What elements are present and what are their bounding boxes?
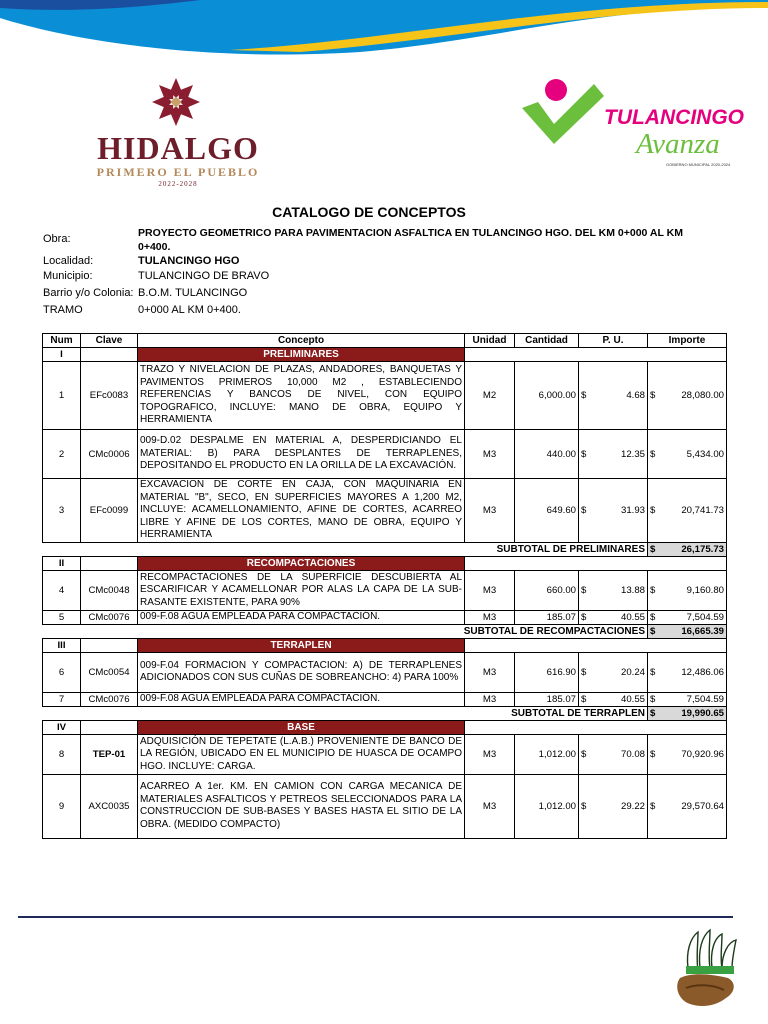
row-importe	[648, 610, 727, 624]
currency-symbol: $	[650, 693, 656, 705]
currency-symbol: $	[650, 800, 656, 812]
row-pu-value: 40.55	[620, 611, 645, 623]
table-body	[43, 348, 727, 839]
tulancingo-logo	[516, 74, 752, 174]
row-importe-value: 70,920.96	[681, 748, 724, 760]
row-concepto: EXCAVACION DE CORTE EN CAJA, CON MAQUINARIA EN MATERIAL "B", SECO, EN SUPERFICIES MAYORES A 1,200 M2, INCLUYE: ACAMELLONAMIENTO, AFINE DE CORTES, ACARREO LIBRE Y AFINE DE LOS CORTES, MANO DE OBRA, EQUIPO Y HERRAMIENTA	[138, 479, 465, 543]
section-title: BASE	[138, 720, 465, 734]
subtotal-value-value: 26,175.73	[681, 543, 724, 555]
row-cantidad: 660.00	[515, 570, 579, 610]
localidad-label: Localidad:	[43, 255, 94, 267]
subtotal-row	[43, 624, 727, 638]
section-header-row	[43, 348, 727, 362]
row-pu	[579, 610, 648, 624]
row-clave: EFc0083	[81, 362, 138, 430]
row-unidad: M3	[465, 734, 515, 774]
row-concepto: 009-F.08 AGUA EMPLEADA PARA COMPACTACIÓN.	[138, 610, 465, 624]
row-cantidad: 185.07	[515, 692, 579, 706]
row-unidad: M3	[465, 430, 515, 479]
row-unidad: M2	[465, 362, 515, 430]
subtotal-label: SUBTOTAL DE PRELIMINARES	[43, 542, 648, 556]
row-pu-value: 70.08	[620, 748, 645, 760]
row-importe-value: 7,504.59	[686, 611, 724, 623]
currency-symbol: $	[650, 390, 656, 401]
row-importe	[648, 570, 727, 610]
section-empty-cell	[465, 720, 727, 734]
row-pu	[579, 430, 648, 479]
subtotal-row	[43, 542, 727, 556]
table-header-row	[43, 334, 727, 348]
row-num: 1	[43, 362, 81, 430]
concepts-table	[42, 333, 727, 839]
currency-symbol: $	[650, 625, 656, 637]
row-cantidad: 185.07	[515, 610, 579, 624]
section-empty-cell	[81, 348, 138, 362]
row-concepto: 009-D.02 DESPALME EN MATERIAL A, DESPERDICIANDO EL MATERIAL: B) PARA DESPLANTES DE TERRAPLENES, DEPOSITANDO EL PRODUCTO EN LA ORILLA DE LA EXCAVACIÓN.	[138, 430, 465, 479]
row-importe-value: 12,486.06	[681, 666, 724, 678]
row-num: 5	[43, 610, 81, 624]
row-clave: CMc0054	[81, 652, 138, 692]
tramo-value: 0+000 AL KM 0+400.	[138, 304, 241, 316]
row-clave: AXC0035	[81, 774, 138, 838]
row-pu-value: 29.22	[620, 800, 645, 812]
row-concepto: 009-F.04 FORMACION Y COMPACTACION: A) DE TERRAPLENES ADICIONADOS CON SUS CUÑAS DE SOBREANCHO: 4) PARA 100%	[138, 652, 465, 692]
row-pu-value: 40.55	[620, 693, 645, 705]
row-clave: CMc0076	[81, 610, 138, 624]
currency-symbol: $	[650, 611, 656, 623]
hidalgo-emblem-icon	[150, 76, 202, 128]
header-cantidad: Cantidad	[515, 334, 579, 348]
table-row	[43, 362, 727, 430]
section-num: III	[43, 638, 81, 652]
row-clave: CMc0048	[81, 570, 138, 610]
table-row	[43, 774, 727, 838]
row-unidad: M3	[465, 479, 515, 543]
row-clave: EFc0099	[81, 479, 138, 543]
row-pu	[579, 774, 648, 838]
row-clave: CMc0006	[81, 430, 138, 479]
row-concepto: RECOMPACTACIONES DE LA SUPERFICIE DESCUBIERTA AL ESCARIFICAR Y ACAMELLONAR POR ALAS LA CAPA DE LA SUB-RASANTE EXISTENTE, PARA 90%	[138, 570, 465, 610]
section-header-row	[43, 638, 727, 652]
table-row	[43, 430, 727, 479]
currency-symbol: $	[581, 611, 587, 623]
row-importe-value: 5,434.00	[686, 448, 724, 460]
section-header-row	[43, 556, 727, 570]
tulancingo-check-icon	[516, 74, 606, 146]
row-pu-value: 20.24	[620, 666, 645, 678]
section-empty-cell	[465, 556, 727, 570]
header-pu: P. U.	[579, 334, 648, 348]
header-importe: Importe	[648, 334, 727, 348]
row-concepto: ADQUISICIÓN DE TEPETATE (L.A.B.) PROVENIENTE DE BANCO DE LA REGIÓN, UBICADO EN EL MUNICIPIO DE HUASCA DE OCAMPO HGO. INCLUYE: CARGA.	[138, 734, 465, 774]
row-clave: CMc0076	[81, 692, 138, 706]
section-num: I	[43, 348, 81, 362]
municipio-label: Municipio:	[43, 270, 93, 282]
doc-title: CATALOGO DE CONCEPTOS	[272, 204, 466, 220]
tramo-label: TRAMO	[43, 304, 83, 316]
currency-symbol: $	[581, 584, 587, 596]
currency-symbol: $	[650, 584, 656, 596]
subtotal-row	[43, 706, 727, 720]
row-concepto: ACARREO A 1er. KM. EN CAMION CON CARGA MECANICA DE MATERIALES ASFALTICOS Y PETREOS SELECCIONADOS PARA LA CONSTRUCCION DE SUB-BASES Y BASES HASTA EL SITIO DE LA OBRA. (MEDIDO COMPACTO)	[138, 774, 465, 838]
row-importe	[648, 362, 727, 430]
row-unidad: M3	[465, 652, 515, 692]
currency-symbol: $	[581, 800, 587, 812]
row-importe	[648, 734, 727, 774]
row-unidad: M3	[465, 570, 515, 610]
tulancingo-slogan: Avanza	[636, 128, 720, 160]
subtotal-label: SUBTOTAL DE RECOMPACTACIONES	[43, 624, 648, 638]
row-importe-value: 28,080.00	[681, 390, 724, 401]
currency-symbol: $	[581, 693, 587, 705]
currency-symbol: $	[581, 504, 587, 516]
row-importe	[648, 479, 727, 543]
barrio-value: B.O.M. TULANCINGO	[138, 287, 248, 299]
row-num: 8	[43, 734, 81, 774]
currency-symbol: $	[650, 748, 656, 760]
section-empty-cell	[465, 638, 727, 652]
row-cantidad: 1,012.00	[515, 734, 579, 774]
table-row	[43, 652, 727, 692]
row-pu	[579, 362, 648, 430]
footer-emblem-icon	[672, 928, 742, 1010]
hidalgo-slogan: PRIMERO EL PUEBLO	[96, 165, 260, 179]
row-pu-value: 12.35	[620, 448, 645, 460]
header-concepto: Concepto	[138, 334, 465, 348]
table-row	[43, 570, 727, 610]
row-num: 2	[43, 430, 81, 479]
row-pu	[579, 570, 648, 610]
row-importe	[648, 652, 727, 692]
table-row	[43, 479, 727, 543]
table-row	[43, 734, 727, 774]
section-empty-cell	[81, 556, 138, 570]
obra-value: PROYECTO GEOMETRICO PARA PAVIMENTACION ASFALTICA EN TULANCINGO HGO. DEL KM 0+000 AL KM 0+400.	[138, 227, 683, 253]
localidad-value: TULANCINGO HGO	[138, 255, 240, 267]
subtotal-value	[648, 706, 727, 720]
row-concepto: TRAZO Y NIVELACION DE PLAZAS, ANDADORES, BANQUETAS Y PAVIMENTOS PRIMEROS 10,000 M2 , ESTABLECIENDO REFERENCIAS Y BANCOS DE NIVEL, CON EQUIPO TOPOGRAFICO, INCLUYE: MANO DE OBRA, EQUIPO Y HERRAMIENTA	[138, 362, 465, 430]
section-header-row	[43, 720, 727, 734]
table-row	[43, 692, 727, 706]
footer-divider	[18, 916, 733, 918]
subtotal-value	[648, 542, 727, 556]
section-empty-cell	[465, 348, 727, 362]
row-num: 3	[43, 479, 81, 543]
row-pu	[579, 652, 648, 692]
row-unidad: M3	[465, 774, 515, 838]
row-cantidad: 6,000.00	[515, 362, 579, 430]
row-pu	[579, 692, 648, 706]
currency-symbol: $	[581, 448, 587, 460]
section-empty-cell	[81, 720, 138, 734]
header-banner	[0, 0, 768, 60]
subtotal-value-value: 19,990.65	[681, 707, 724, 719]
header-unidad: Unidad	[465, 334, 515, 348]
row-cantidad: 649.60	[515, 479, 579, 543]
header-clave: Clave	[81, 334, 138, 348]
hidalgo-years: 2022-2028	[158, 180, 198, 188]
row-importe-value: 29,570.64	[681, 800, 724, 812]
currency-symbol: $	[581, 666, 587, 678]
row-num: 7	[43, 692, 81, 706]
row-num: 6	[43, 652, 81, 692]
currency-symbol: $	[650, 448, 656, 460]
row-importe	[648, 774, 727, 838]
tulancingo-name: TULANCINGO	[604, 106, 744, 129]
row-cantidad: 440.00	[515, 430, 579, 479]
currency-symbol: $	[650, 543, 656, 555]
section-title: TERRAPLEN	[138, 638, 465, 652]
barrio-label: Barrio y/o Colonia:	[43, 287, 134, 299]
row-importe-value: 20,741.73	[681, 504, 724, 516]
row-unidad: M3	[465, 692, 515, 706]
row-clave: TEP-01	[81, 734, 138, 774]
municipio-value: TULANCINGO DE BRAVO	[138, 270, 270, 282]
row-cantidad: 1,012.00	[515, 774, 579, 838]
section-num: II	[43, 556, 81, 570]
row-cantidad: 616.90	[515, 652, 579, 692]
row-num: 4	[43, 570, 81, 610]
subtotal-value-value: 16,665.39	[681, 625, 724, 637]
currency-symbol: $	[581, 748, 587, 760]
currency-symbol: $	[581, 390, 587, 401]
tulancingo-gov: GOBIERNO MUNICIPAL 2020-2024	[666, 162, 731, 167]
header-num: Num	[43, 334, 81, 348]
subtotal-label: SUBTOTAL DE TERRAPLEN	[43, 706, 648, 720]
section-title: RECOMPACTACIONES	[138, 556, 465, 570]
row-pu	[579, 479, 648, 543]
table-row	[43, 610, 727, 624]
hidalgo-logo	[88, 76, 268, 188]
hidalgo-name: HIDALGO	[97, 130, 259, 166]
row-num: 9	[43, 774, 81, 838]
subtotal-value	[648, 624, 727, 638]
row-pu-value: 4.68	[626, 390, 645, 401]
row-importe-value: 7,504.59	[686, 693, 724, 705]
section-num: IV	[43, 720, 81, 734]
row-importe	[648, 430, 727, 479]
row-pu-value: 31.93	[620, 504, 645, 516]
section-empty-cell	[81, 638, 138, 652]
obra-label: Obra:	[43, 233, 71, 245]
currency-symbol: $	[650, 707, 656, 719]
row-unidad: M3	[465, 610, 515, 624]
currency-symbol: $	[650, 504, 656, 516]
row-pu	[579, 734, 648, 774]
row-concepto: 009-F.08 AGUA EMPLEADA PARA COMPACTACIÓN.	[138, 692, 465, 706]
row-importe	[648, 692, 727, 706]
row-importe-value: 9,160.80	[686, 584, 724, 596]
row-pu-value: 13.88	[620, 584, 645, 596]
currency-symbol: $	[650, 666, 656, 678]
section-title: PRELIMINARES	[138, 348, 465, 362]
